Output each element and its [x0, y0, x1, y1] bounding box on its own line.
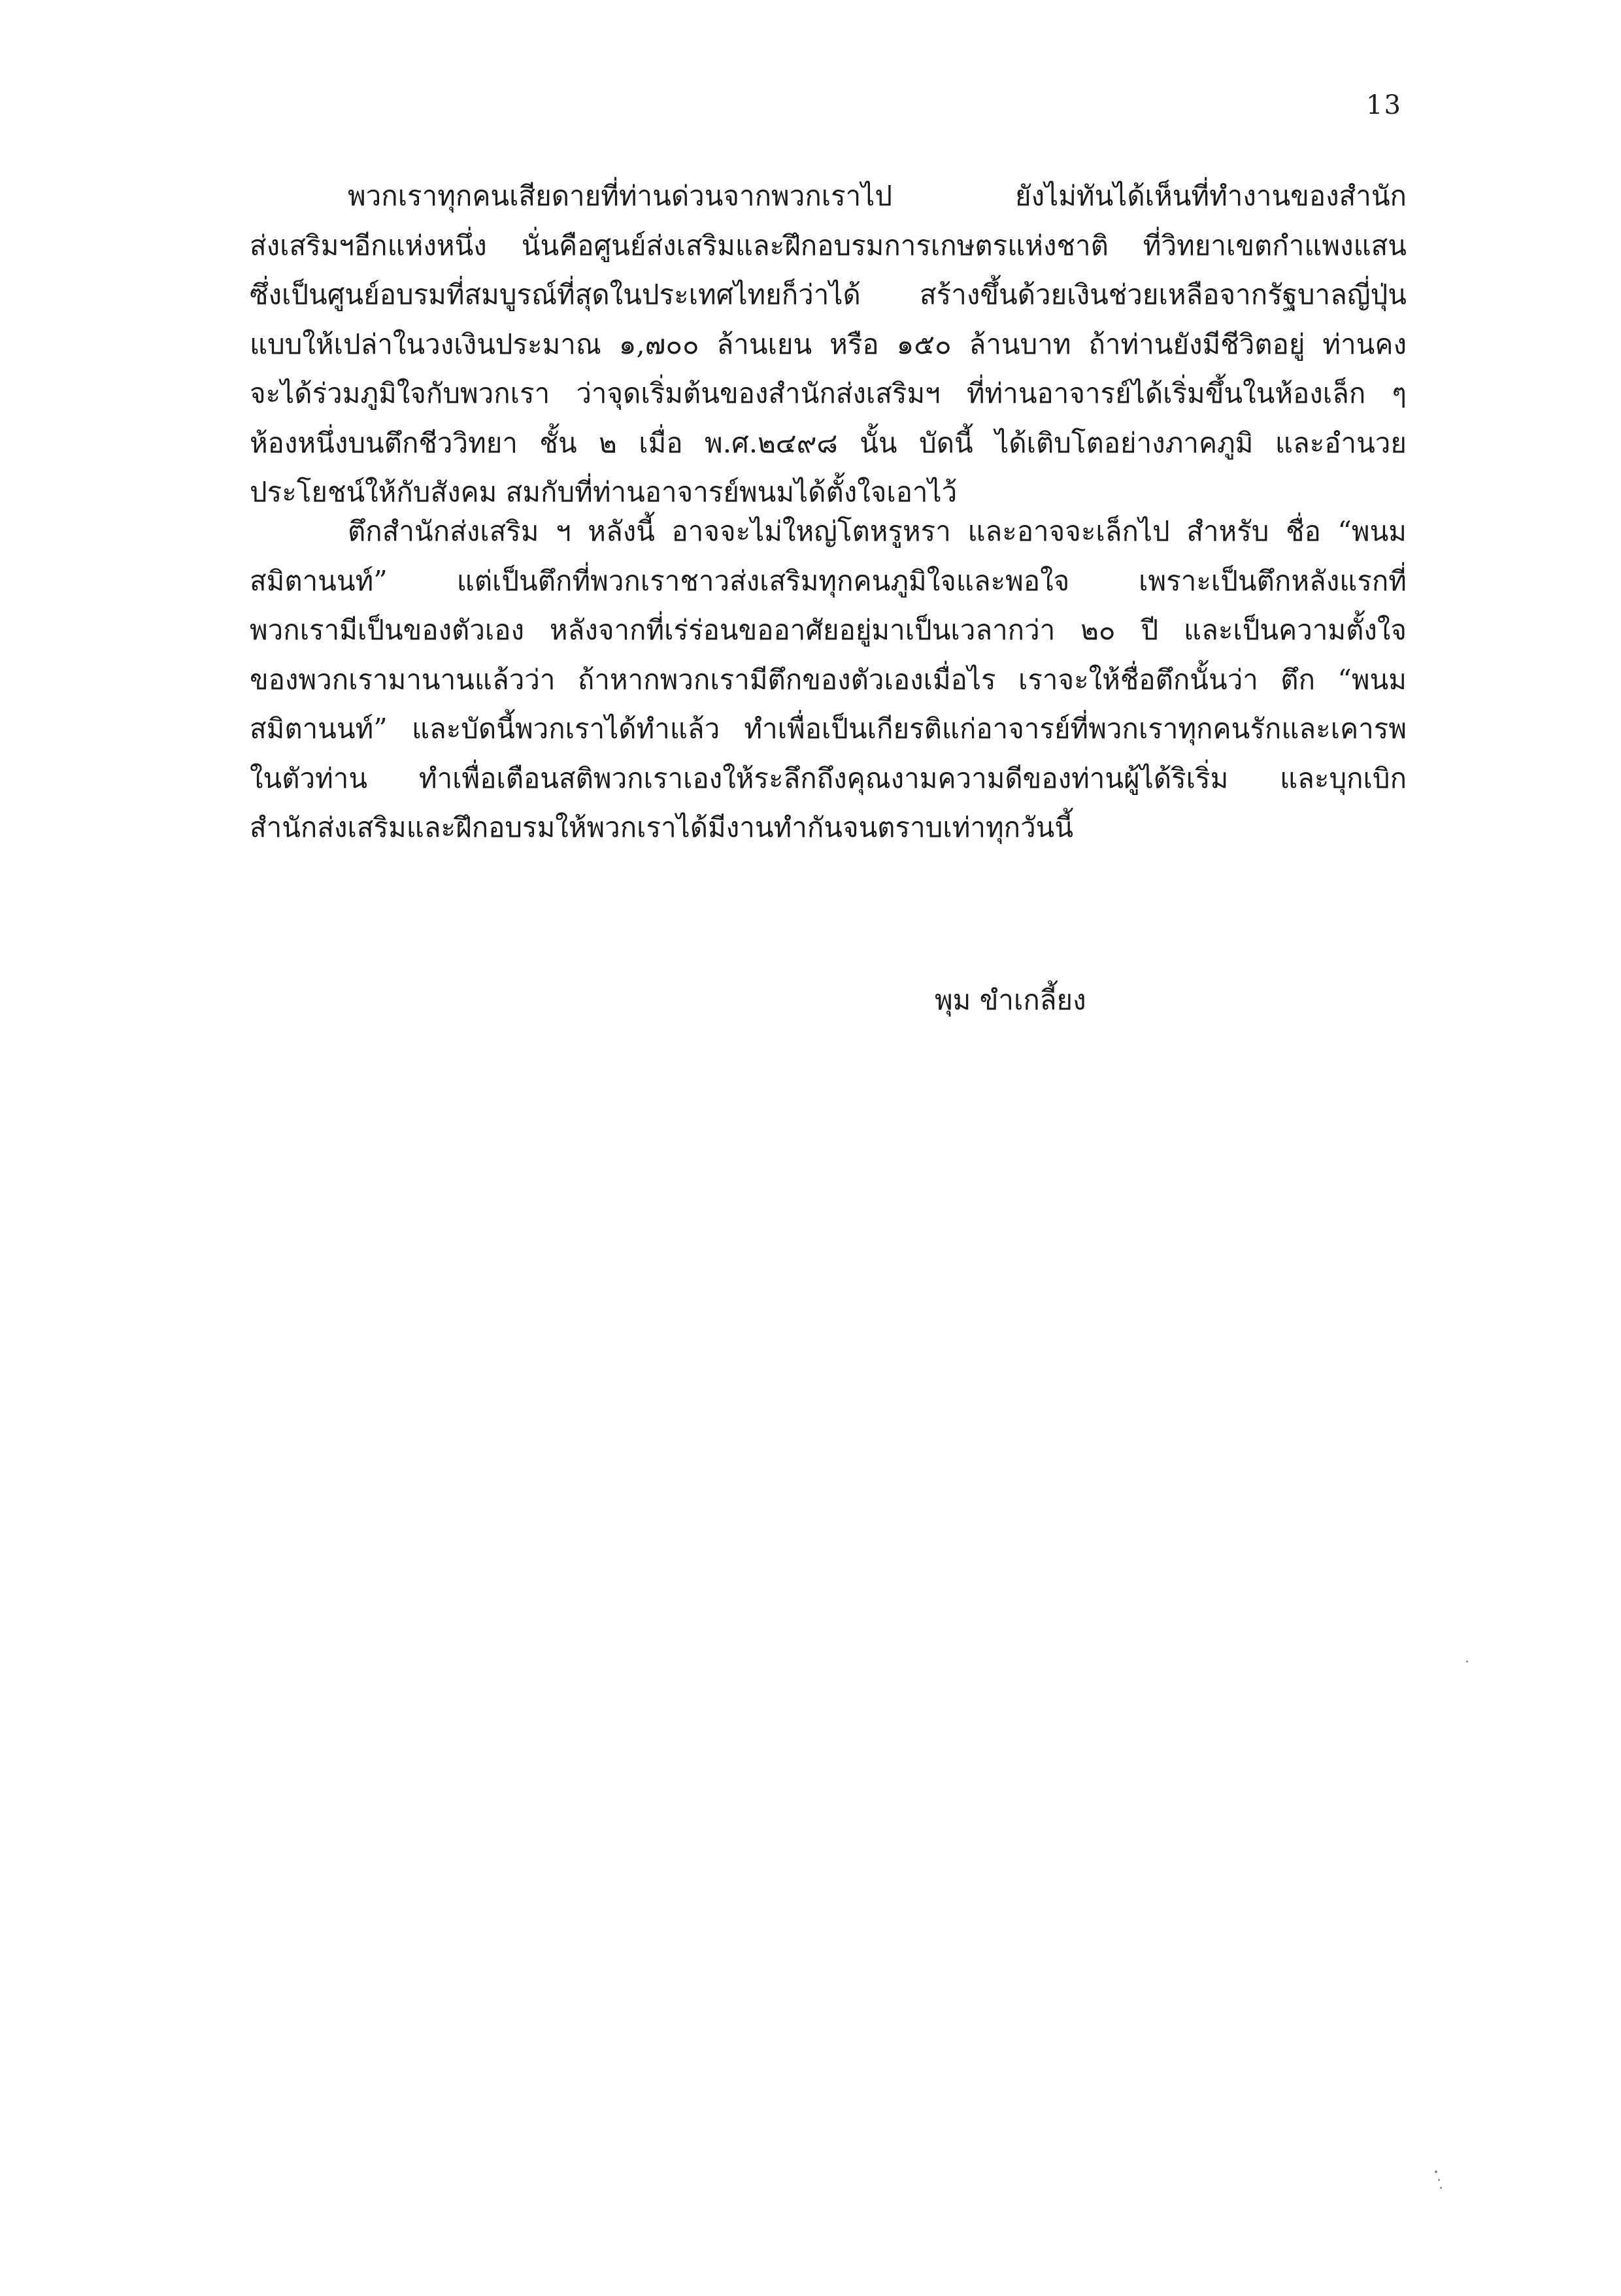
paragraph-2-line: สำนักส่งเสริมและฝึกอบรมให้พวกเราได้มีงานทำกันจนตราบเท่าทุกวันนี้ [250, 811, 1074, 843]
paragraph-2-line: สมิตานนท์” และบัดนี้พวกเราได้ทำแล้ว ทำเพื่อเป็นเกียรติแก่อาจารย์ที่พวกเราทุกคนรักและเคารพ [250, 713, 1407, 745]
paragraph-2-line: ตึกสำนักส่งเสริม ฯ หลังนี้ อาจจะไม่ใหญ่โตหรูหรา และอาจจะเล็กไป สำหรับ ชื่อ “พนม [348, 515, 1407, 547]
paragraph-2-line: ของพวกเรามานานแล้วว่า ถ้าหากพวกเรามีตึกของตัวเองเมื่อไร เราจะให้ชื่อตึกนั้นว่า ตึก “พนม [250, 663, 1407, 696]
scan-speck [1440, 2187, 1442, 2189]
paragraph-2-line: สมิตานนท์” แต่เป็นตึกที่พวกเราชาวส่งเสริมทุกคนภูมิใจและพอใจ เพราะเป็นตึกหลังแรกที่ [250, 564, 1407, 597]
page-number: 13 [1366, 90, 1402, 120]
paragraph-1-line: ส่งเสริมฯอีกแห่งหนึ่ง นั่นคือศูนย์ส่งเสริมและฝึกอบรมการเกษตรแห่งชาติ ที่วิทยาเขตกำแพงแสน [250, 229, 1407, 262]
paragraph-1-line: จะได้ร่วมภูมิใจกับพวกเรา ว่าจุดเริ่มต้นของสำนักส่งเสริมฯ ที่ท่านอาจารย์ได้เริ่มขึ้นในห้องเล็ก ๆ [250, 377, 1407, 409]
paragraph-1-line: ประโยชน์ให้กับสังคม สมกับที่ท่านอาจารย์พนมได้ตั้งใจเอาไว้ [250, 476, 958, 508]
paragraph-1-line: พวกเราทุกคนเสียดายที่ท่านด่วนจากพวกเราไป ยังไม่ทันได้เห็นที่ทำงานของสำนัก [348, 180, 1407, 212]
scan-speck [1435, 2170, 1437, 2173]
paragraph-1-line: แบบให้เปล่าในวงเงินประมาณ ๑,๗๐๐ ล้านเยน หรือ ๑๕๐ ล้านบาท ถ้าท่านยังมีชีวิตอยู่ ท่านคง [250, 328, 1407, 360]
paragraph-2-line: ในตัวท่าน ทำเพื่อเตือนสติพวกเราเองให้ระลึกถึงคุณงามความดีของท่านผู้ได้ริเริ่ม และบุกเบิก [250, 762, 1407, 794]
author-signature: พุม ขำเกลี้ยง [935, 984, 1086, 1016]
paragraph-2-line: พวกเรามีเป็นของตัวเอง หลังจากที่เร่ร่อนขออาศัยอยู่มาเป็นเวลากว่า ๒๐ ปี และเป็นความตั้งใจ [250, 614, 1407, 646]
paragraph-2 [250, 507, 1407, 853]
paragraph-1-line: ห้องหนึ่งบนตึกชีววิทยา ชั้น ๒ เมื่อ พ.ศ.๒๔๙๘ นั้น บัดนี้ ได้เติบโตอย่างภาคภูมิ และอำนวย [250, 426, 1407, 459]
paragraph-1 [250, 171, 1407, 517]
scan-speck [1438, 2179, 1440, 2181]
paragraph-1-line: ซึ่งเป็นศูนย์อบรมที่สมบูรณ์ที่สุดในประเทศไทยก็ว่าได้ สร้างขึ้นด้วยเงินช่วยเหลือจากรัฐบาลญี่ปุ่น [250, 279, 1407, 311]
scan-speck [1466, 1661, 1468, 1663]
